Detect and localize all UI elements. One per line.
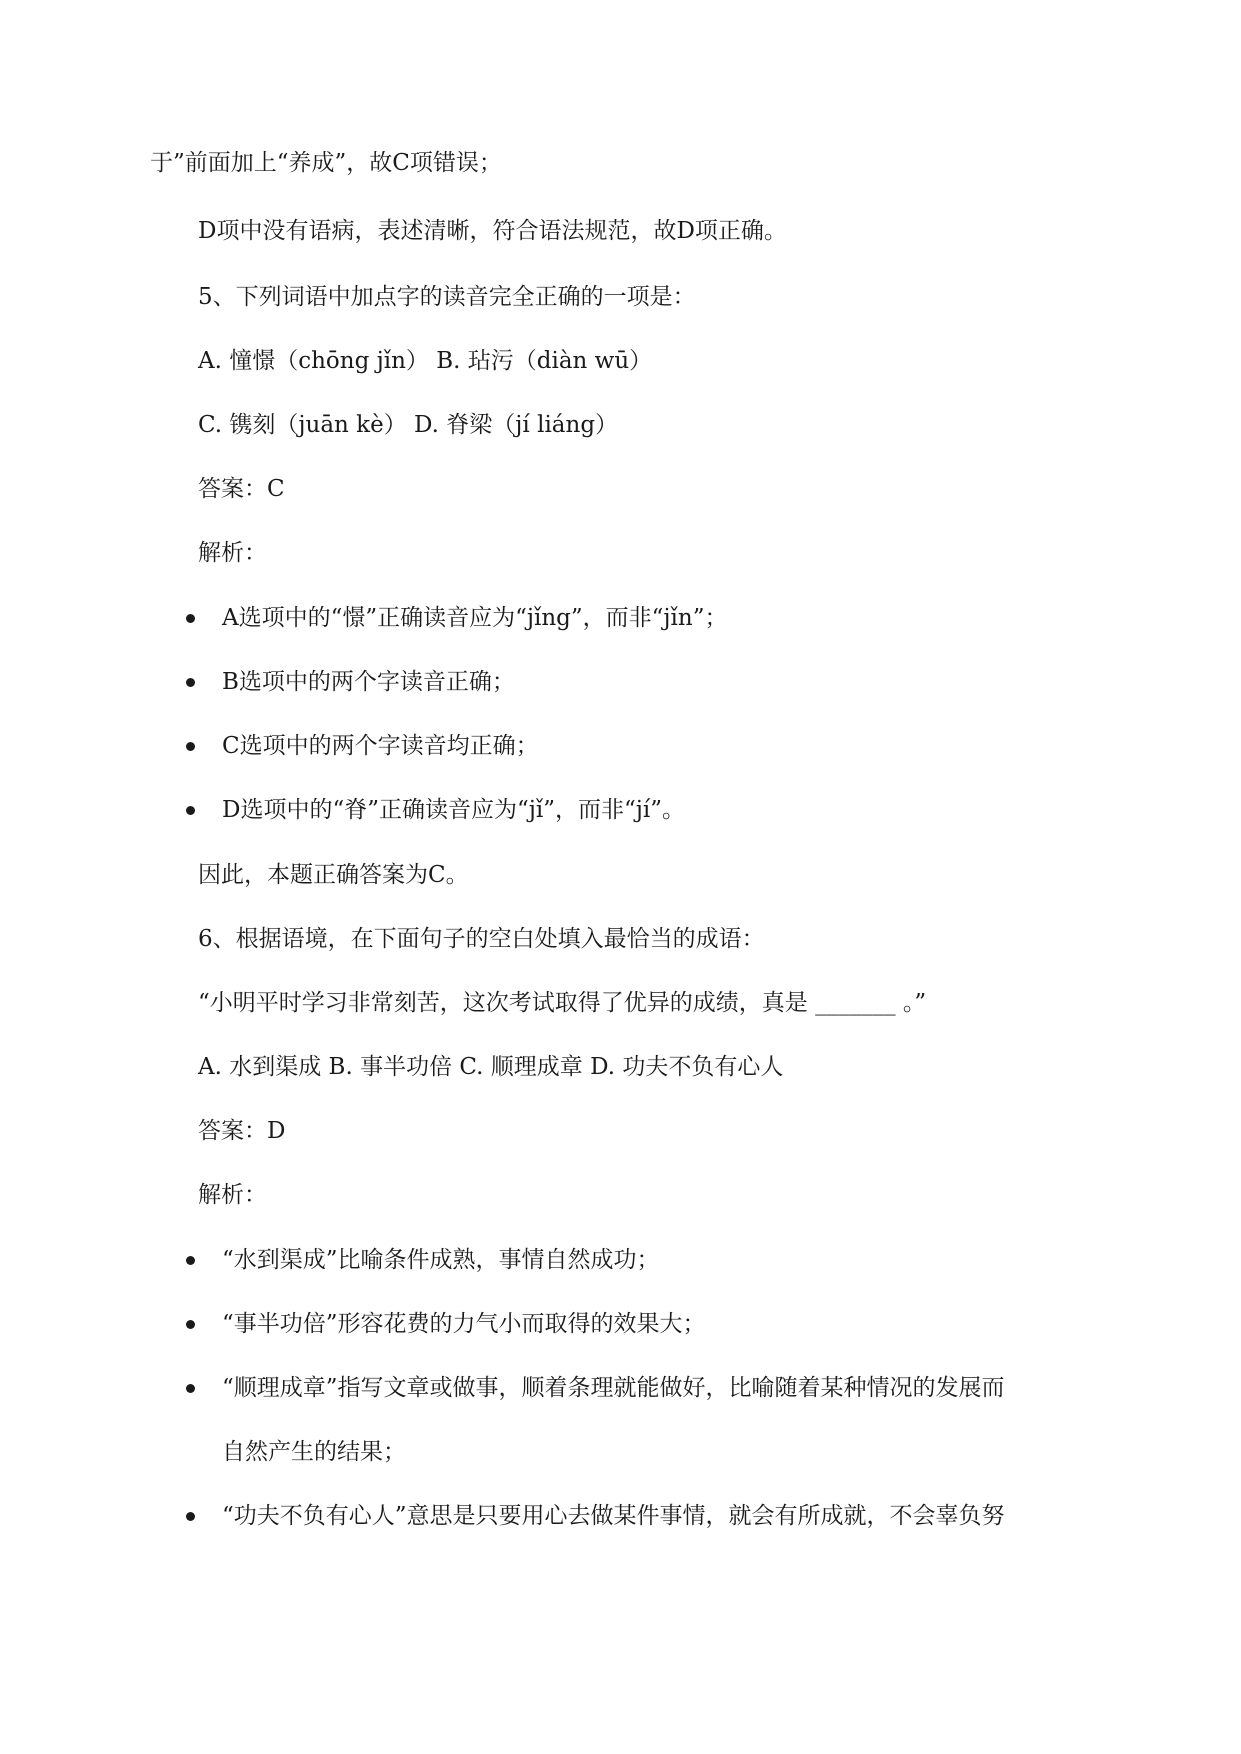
question-6-bullet-1: “水到渠成”比喻条件成熟，事情自然成功；: [222, 1247, 660, 1273]
option-d-explanation: D项中没有语病，表述清晰，符合语法规范，故D项正确。: [198, 218, 787, 244]
question-5-answer: 答案：C: [198, 476, 285, 502]
bullet-icon: [186, 742, 195, 751]
bullet-icon: [186, 1384, 195, 1393]
question-5-options-cd: C. 镌刻（juān kè） D. 脊梁（jí liáng）: [198, 412, 619, 438]
continuation-line: 于”前面加上“养成”，故C项错误；: [150, 150, 502, 176]
question-6-analysis-label: 解析：: [198, 1182, 267, 1208]
question-6-options: A. 水到渠成 B. 事半功倍 C. 顺理成章 D. 功夫不负有心人: [198, 1054, 784, 1080]
bullet-icon: [186, 1320, 195, 1329]
question-6-bullet-3-line-1: “顺理成章”指写文章或做事，顺着条理就能做好，比喻随着某种情况的发展而: [222, 1375, 1005, 1401]
bullet-icon: [186, 614, 195, 623]
question-5-bullet-4: D选项中的“脊”正确读音应为“jǐ”，而非“jí”。: [222, 797, 685, 823]
question-5-options-ab: A. 憧憬（chōng jǐn） B. 玷污（diàn wū）: [198, 348, 653, 374]
question-5-conclusion: 因此，本题正确答案为C。: [198, 862, 469, 888]
bullet-icon: [186, 1512, 195, 1521]
question-5-stem: 5、下列词语中加点字的读音完全正确的一项是：: [198, 284, 696, 310]
bullet-icon: [186, 806, 195, 815]
bullet-icon: [186, 678, 195, 687]
question-6-bullet-3-line-2: 自然产生的结果；: [222, 1439, 406, 1465]
question-6-stem: 6、根据语境，在下面句子的空白处填入最恰当的成语：: [198, 926, 765, 952]
question-6-answer: 答案：D: [198, 1118, 286, 1144]
question-5-analysis-label: 解析：: [198, 540, 267, 566]
question-5-bullet-1: A选项中的“憬”正确读音应为“jǐng”，而非“jǐn”；: [222, 605, 728, 631]
question-6-bullet-2: “事半功倍”形容花费的力气小而取得的效果大；: [222, 1311, 706, 1337]
question-5-bullet-2: B选项中的两个字读音正确；: [222, 669, 515, 695]
bullet-icon: [186, 1256, 195, 1265]
question-6-sentence: “小明平时学习非常刻苦，这次考试取得了优异的成绩，真是 _______ 。”: [198, 990, 927, 1016]
question-5-bullet-3: C选项中的两个字读音均正确；: [222, 733, 539, 759]
question-6-bullet-4: “功夫不负有心人”意思是只要用心去做某件事情，就会有所成就，不会辜负努: [222, 1503, 1005, 1529]
